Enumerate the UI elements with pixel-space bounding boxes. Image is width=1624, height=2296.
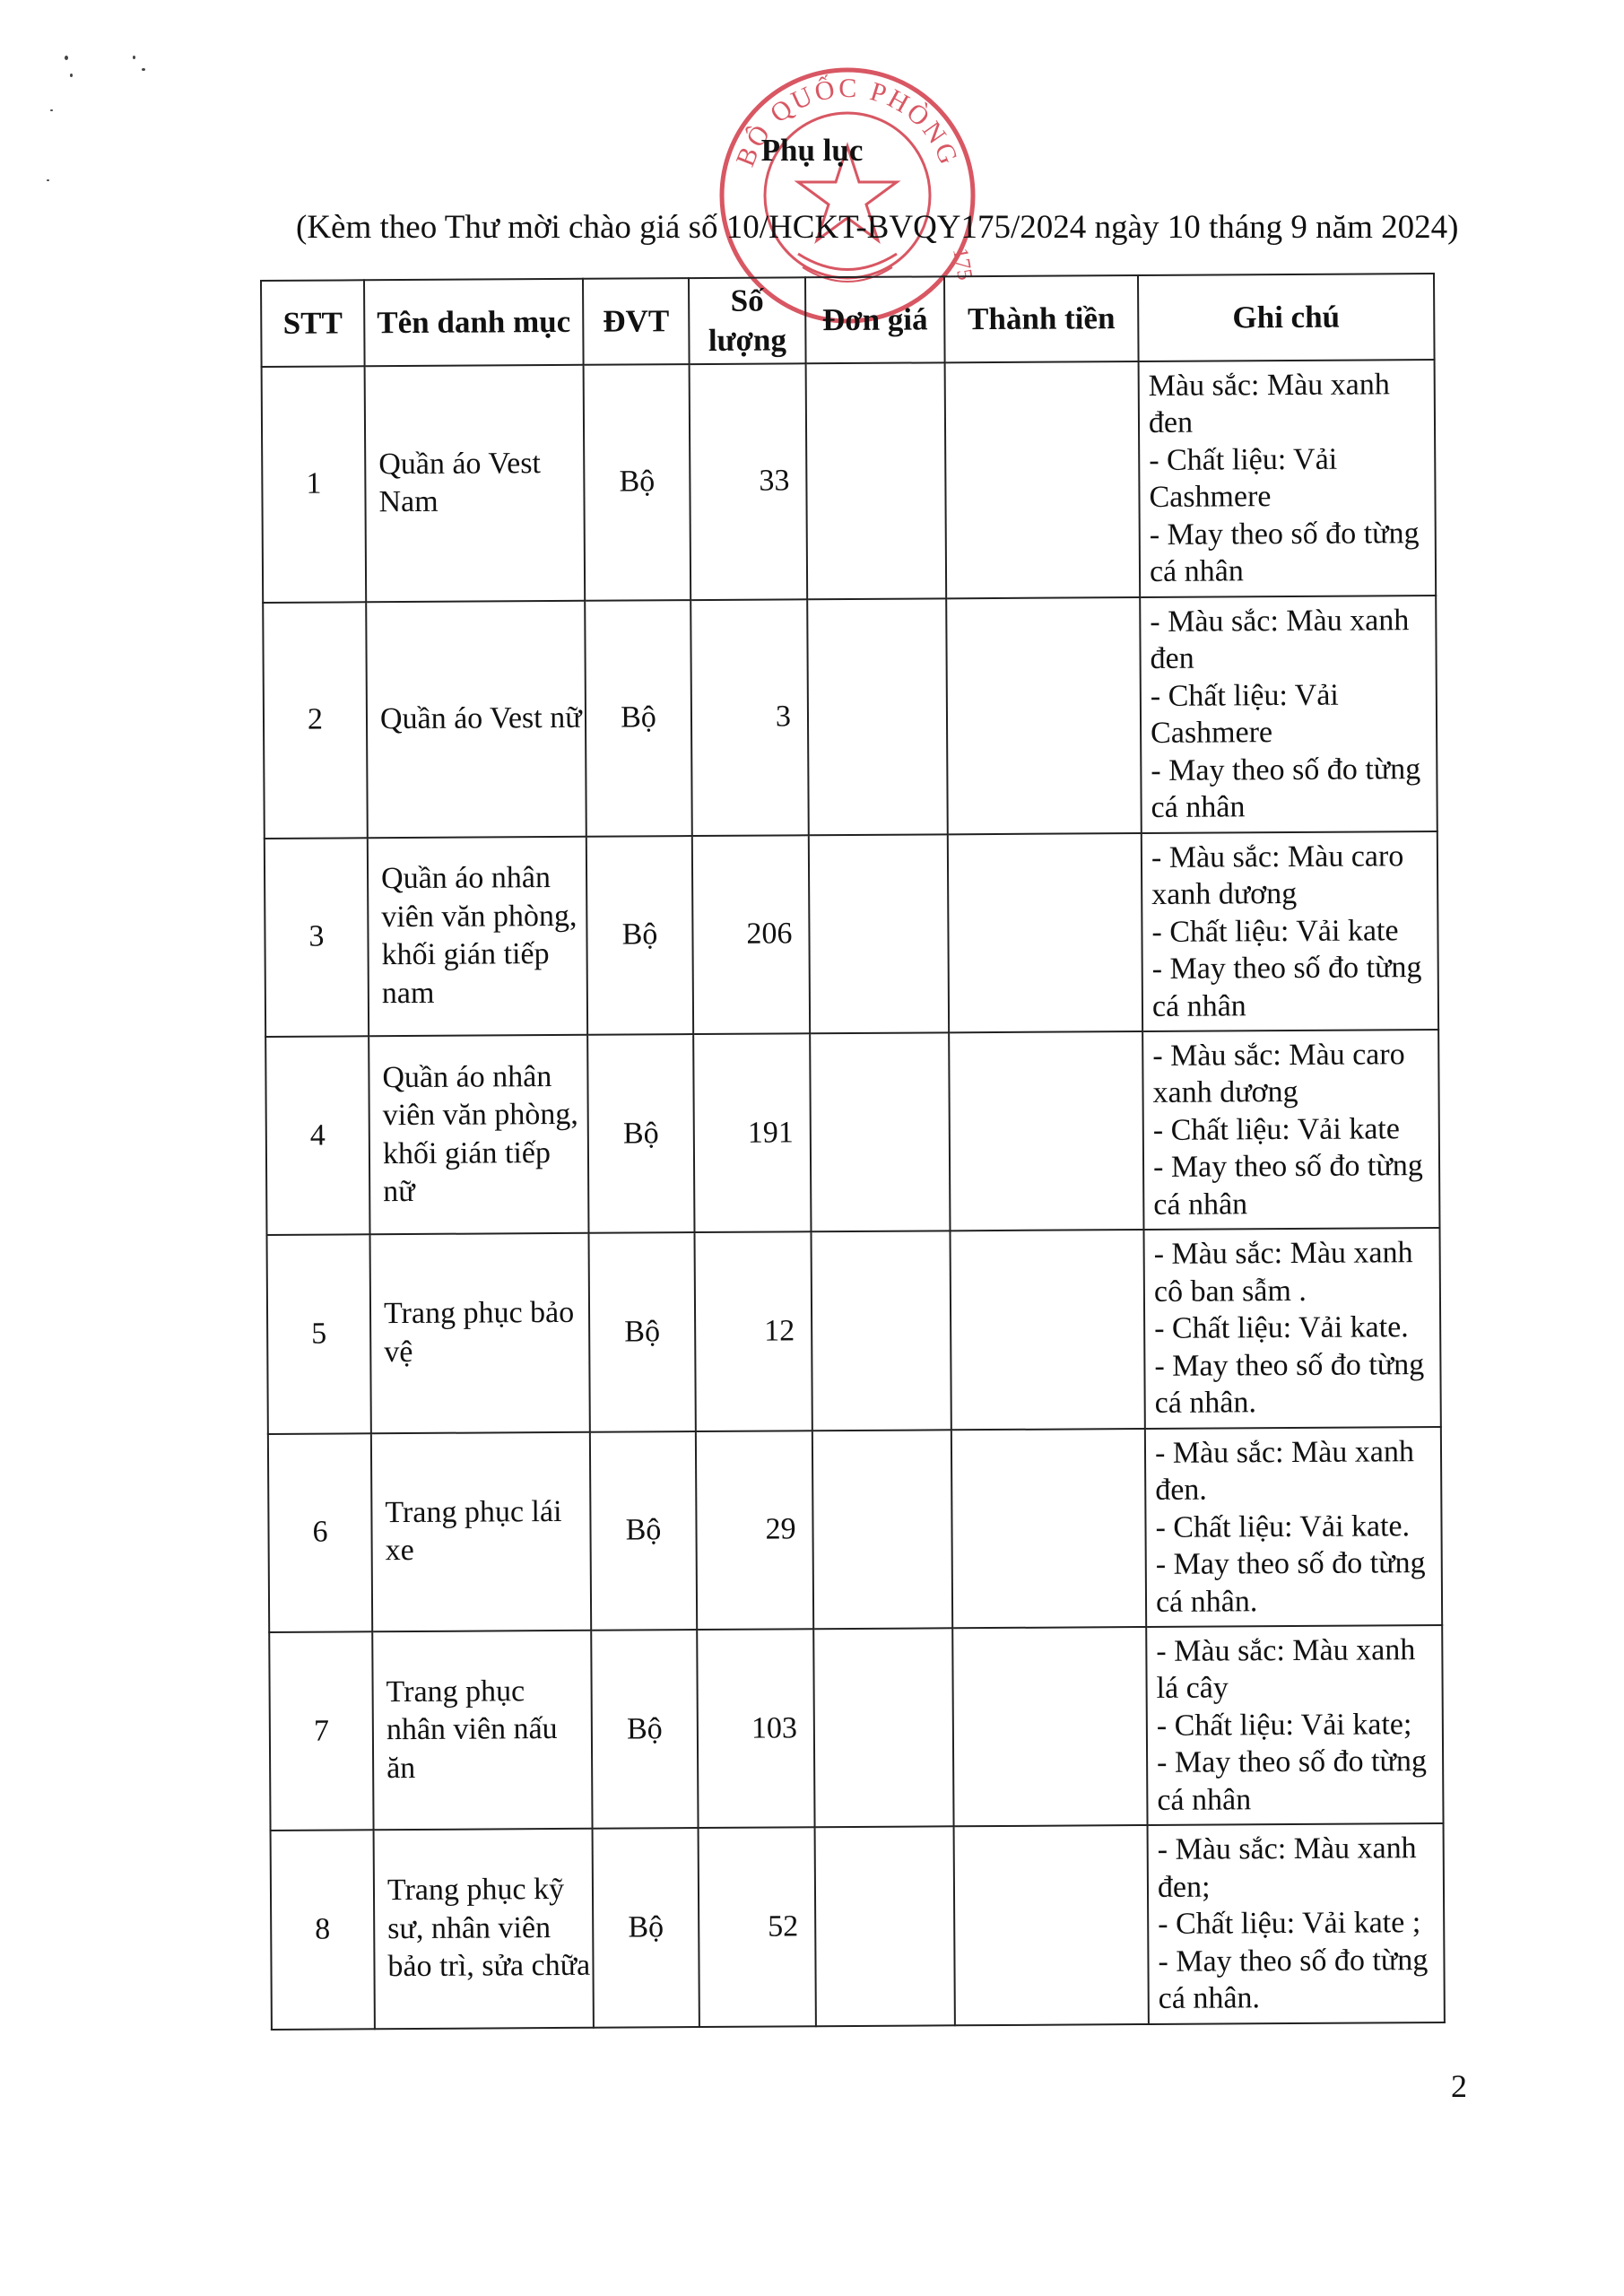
scan-speck [142,68,145,71]
cell-unit-price [811,1231,951,1431]
scan-speck [65,56,68,60]
note-line: - Chất liệu: Vải Cashmere [1149,442,1338,515]
scan-speck [133,56,135,59]
note-line: - May theo số đo từng cá nhân. [1155,1546,1426,1619]
note-line: - Màu sắc: Màu caro xanh dương [1152,1038,1405,1110]
cell-stt: 4 [265,1036,369,1235]
note-line: - Chất liệu: Vải kate. [1155,1509,1411,1544]
header-unit: ĐVT [583,278,690,365]
cell-unit: Bộ [585,600,692,837]
cell-unit-price [812,1430,952,1629]
table-row [268,1427,1442,1632]
cell-name: Quần áo Vest Nam [365,365,586,602]
cell-unit: Bộ [587,1034,694,1233]
note-line: - Màu sắc: Màu xanh lá cây [1156,1633,1416,1706]
cell-note [1146,1625,1443,1825]
table-row [269,1625,1443,1831]
cell-stt: 6 [268,1433,372,1632]
cell-amount [951,1429,1146,1629]
scan-speck [47,179,49,181]
scan-speck [50,109,53,111]
seal-text-side: 175 [948,246,977,283]
cell-unit: Bộ [591,1630,698,1829]
page-number: 2 [1451,2068,1467,2104]
note-line: - Màu sắc: Màu xanh đen. [1154,1434,1415,1508]
note-line: - Màu sắc: Màu caro xanh dương [1151,839,1404,912]
note-line: - Chất liệu: Vải Cashmere [1150,678,1339,751]
cell-note [1140,596,1437,833]
scan-speck [70,74,73,77]
note-line: - Chất liệu: Vải kate [1152,1112,1400,1147]
cell-unit-price [815,1827,955,2026]
cell-note [1142,831,1438,1031]
cell-stt: 8 [271,1831,375,2030]
cell-amount [948,833,1142,1033]
note-line: - Chất liệu: Vải kate ; [1158,1906,1421,1942]
cell-name: Quần áo nhân viên văn phòng, khối gián tiếp nam [368,836,587,1036]
table-row [265,831,1438,1037]
note-line: - May theo số đo từng cá nhân [1151,951,1422,1023]
document-reference: (Kèm theo Thư mời chào giá số 10/HCKT-BVQY175/2024 ngày 10 tháng 9 năm 2024) [296,209,1459,246]
cell-unit: Bộ [589,1232,696,1431]
header-name: Tên danh mục [364,279,584,366]
cell-name: Trang phục kỹ sư, nhân viên bảo trì, sửa chữa [374,1829,594,2029]
table-row [263,596,1437,839]
cell-unit-price [813,1628,953,1827]
cell-quantity: 12 [694,1232,812,1431]
note-line: - May theo số đo từng cá nhân [1152,1149,1423,1222]
cell-amount [949,1031,1143,1231]
cell-stt: 7 [269,1631,373,1831]
seal-text-top: BỘ QUỐC PHÒNG [730,73,965,171]
cell-stt: 2 [263,602,368,839]
cell-unit-price [810,1032,950,1231]
header-unit-price: Đơn giá [805,276,945,363]
note-line: - May theo số đo từng cá nhân [1157,1744,1428,1817]
cell-name: Quần áo nhân viên văn phòng, khối gián tiếp nữ [369,1035,588,1235]
header-stt: STT [261,280,365,367]
note-line: - Màu sắc: Màu xanh đen; [1157,1831,1417,1904]
header-quantity: Số lượng [689,277,806,364]
cell-unit: Bộ [590,1431,697,1631]
cell-quantity: 3 [690,599,809,836]
table-header-row [261,274,1435,367]
note-line: - Chất liệu: Vải kate. [1154,1310,1409,1346]
cell-name: Trang phục nhân viên nấu ăn [372,1631,592,1831]
cell-note [1143,1228,1440,1428]
cell-unit: Bộ [586,836,693,1035]
cell-note [1139,360,1437,597]
cell-name: Trang phục lái xe [371,1431,591,1631]
cell-unit: Bộ [593,1828,699,2027]
note-line: - Màu sắc: Màu xanh cô ban sẫm . [1153,1236,1413,1309]
cell-note [1142,1030,1439,1230]
header-amount: Thành tiền [944,275,1139,362]
note-line: - May theo số đo từng cá nhân [1151,752,1421,825]
cell-amount [952,1627,1147,1827]
header-note: Ghi chú [1138,274,1435,361]
note-line: - May theo số đo từng cá nhân [1149,516,1420,589]
cell-stt: 1 [262,366,367,603]
cell-unit-price [807,598,948,835]
appendix-table [260,273,1446,2031]
note-line: - Màu sắc: Màu xanh đen [1150,603,1410,676]
cell-amount [954,1825,1149,2025]
table-row [271,1823,1445,2029]
note-line: - May theo số đo từng cá nhân. [1158,1943,1429,2016]
page-title: Phụ lục [760,133,864,168]
cell-unit-price [806,362,947,599]
cell-stt: 3 [265,838,369,1037]
cell-unit-price [809,834,949,1033]
cell-name: Quần áo Vest nữ [366,601,586,838]
cell-amount [946,597,1142,834]
cell-name: Trang phục bảo vệ [370,1233,590,1433]
table-row [265,1030,1439,1235]
note-line: - Chất liệu: Vải kate [1151,913,1399,949]
note-line: Màu sắc: Màu xanh đen [1148,368,1390,440]
cell-quantity: 33 [690,363,808,600]
cell-amount [950,1230,1144,1430]
table-row [262,360,1437,603]
cell-quantity: 191 [693,1033,811,1232]
cell-note [1148,1823,1445,2023]
table-row [267,1228,1441,1433]
note-line: - May theo số đo từng cá nhân. [1154,1347,1425,1421]
cell-amount [945,361,1141,598]
cell-quantity: 103 [697,1629,814,1828]
cell-quantity: 206 [692,835,810,1034]
cell-quantity: 52 [699,1828,816,2027]
note-line: - Chất liệu: Vải kate; [1156,1708,1412,1743]
cell-unit: Bộ [584,364,691,601]
cell-stt: 5 [267,1235,371,1434]
cell-note [1145,1427,1442,1627]
cell-quantity: 29 [696,1431,813,1630]
